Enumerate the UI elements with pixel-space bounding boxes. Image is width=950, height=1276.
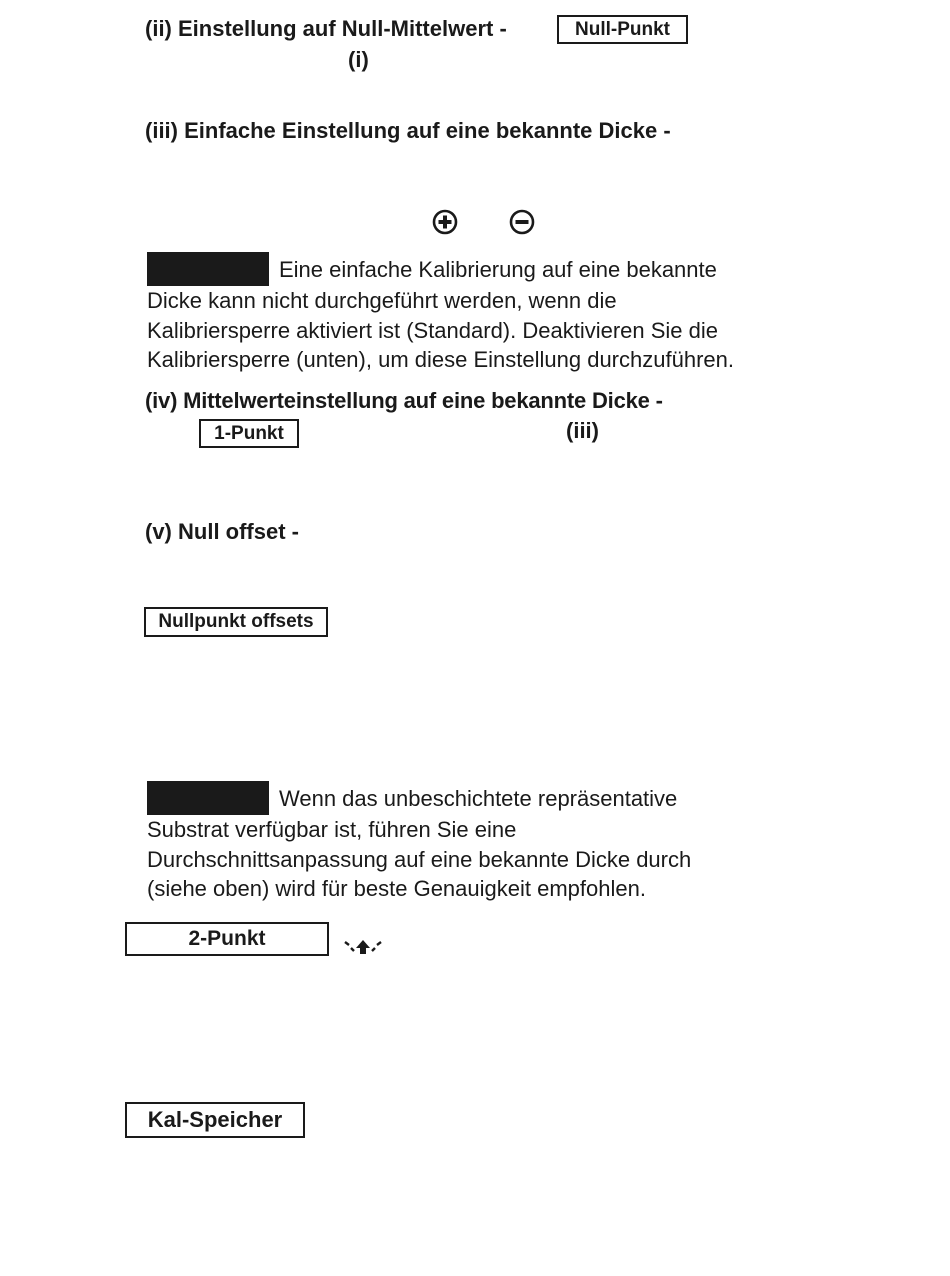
section-ii-ref: (i): [348, 47, 369, 72]
redacted-label: [147, 781, 269, 815]
section-ii-heading: (ii) Einstellung auf Null-Mittelwert -: [145, 16, 507, 41]
1-punkt-key: 1-Punkt: [199, 419, 299, 448]
note-1-line-1: Eine einfache Kalibrierung auf eine bekannte: [147, 252, 734, 286]
section-v-heading: (v) Null offset -: [145, 519, 299, 544]
note-1-line-2: Dicke kann nicht durchgeführt werden, wenn die: [147, 288, 617, 313]
note-1-line-3: Kalibriersperre aktiviert ist (Standard). Deaktivieren Sie die: [147, 317, 719, 343]
note-2-line-2: Substrat verfügbar ist, führen Sie eine: [147, 817, 517, 842]
section-iv-heading: (iv) Mittelwerteinstellung auf eine bekannte Dicke -: [145, 388, 663, 413]
kal-speicher-key: Kal-Speicher: [125, 1102, 305, 1138]
flashing-up-arrow-icon: [342, 936, 384, 958]
minus-circle-icon: [509, 209, 535, 235]
note-2-line-1: Wenn das unbeschichtete repräsentative: [147, 781, 691, 815]
note-1-line-4: Kalibriersperre (unten), um diese Einstellung durchzuführen.: [147, 347, 734, 373]
2-punkt-key: 2-Punkt: [125, 922, 329, 956]
note-1: [147, 252, 734, 375]
note-2-line-4: (siehe oben) wird für beste Genauigkeit empfohlen.: [147, 876, 646, 902]
redacted-label: [147, 252, 269, 286]
plus-circle-icon: [432, 209, 458, 235]
nullpunkt-offsets-key: Nullpunkt offsets: [144, 607, 328, 637]
null-punkt-key: Null-Punkt: [557, 15, 688, 44]
section-iv-ref: (iii): [566, 418, 599, 443]
note-2: [147, 781, 691, 904]
note-2-line-3: Durchschnittsanpassung auf eine bekannte Dicke durch: [147, 846, 692, 872]
section-iii-heading: (iii) Einfache Einstellung auf eine bekannte Dicke -: [145, 118, 671, 143]
